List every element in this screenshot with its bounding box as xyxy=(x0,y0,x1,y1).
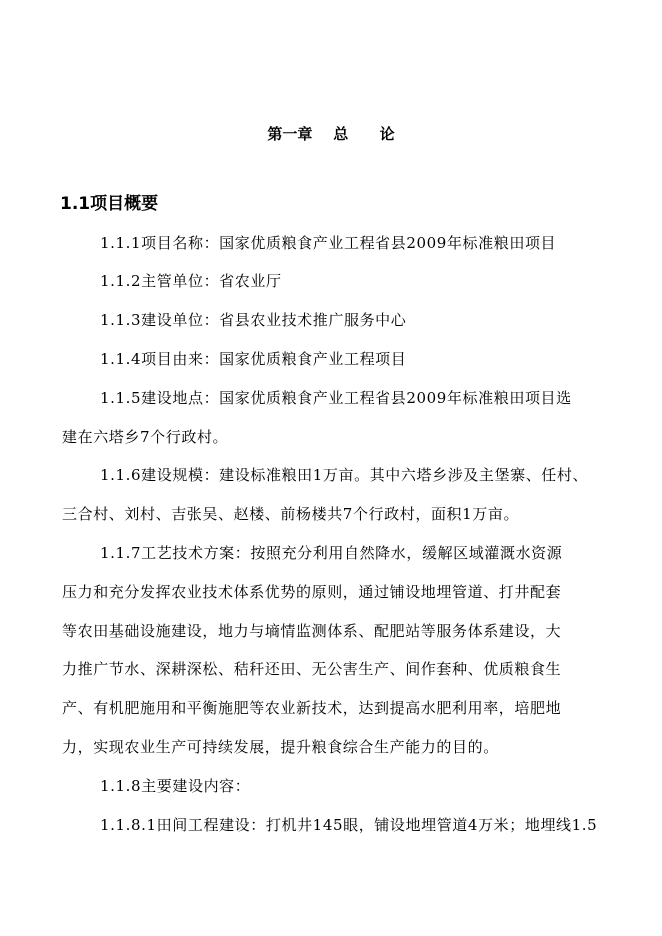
paragraph-main-content: 1.1.8主要建设内容： xyxy=(100,777,251,795)
paragraph-scale-line-2: 三合村、刘村、吉张吴、赵楼、前杨楼共7个行政村，面积1万亩。 xyxy=(62,505,520,523)
paragraph-scale-line-1: 1.1.6建设规模：建设标准粮田1万亩。其中六塔乡涉及主堡寨、任村、 xyxy=(100,466,589,484)
paragraph-technology-line-4: 力推广节水、深耕深松、秸秆还田、无公害生产、间作套种、优质粮食生 xyxy=(62,660,562,678)
paragraph-construction-unit: 1.1.3建设单位：省县农业技术推广服务中心 xyxy=(100,311,407,329)
paragraph-technology-line-5: 产、有机肥施用和平衡施肥等农业新技术，达到提高水肥利用率，培肥地 xyxy=(62,699,562,717)
paragraph-technology-line-3: 等农田基础设施建设，地力与墒情监测体系、配肥站等服务体系建设，大 xyxy=(62,622,562,640)
paragraph-field-engineering: 1.1.8.1田间工程建设：打机井145眼，铺设地埋管道4万米；地埋线1.5 xyxy=(100,816,598,834)
paragraph-project-origin: 1.1.4项目由来：国家优质粮食产业工程项目 xyxy=(100,350,407,368)
paragraph-technology-line-1: 1.1.7工艺技术方案：按照充分利用自然降水，缓解区域灌溉水资源 xyxy=(100,544,563,562)
paragraph-location-line-1: 1.1.5建设地点：国家优质粮食产业工程省县2009年标准粮田项目选 xyxy=(100,389,572,407)
paragraph-technology-line-6: 力，实现农业生产可持续发展，提升粮食综合生产能力的目的。 xyxy=(62,738,499,756)
paragraph-location-line-2: 建在六塔乡7个行政村。 xyxy=(62,428,229,446)
section-title: 1.1项目概要 xyxy=(60,194,159,214)
paragraph-supervising-unit: 1.1.2主管单位：省农业厅 xyxy=(100,272,282,290)
paragraph-technology-line-2: 压力和充分发挥农业技术体系优势的原则，通过铺设地埋管道、打井配套 xyxy=(62,583,562,601)
paragraph-project-name: 1.1.1项目名称：国家优质粮食产业工程省县2009年标准粮田项目 xyxy=(100,234,557,252)
chapter-title: 第一章 总 论 xyxy=(267,125,395,143)
